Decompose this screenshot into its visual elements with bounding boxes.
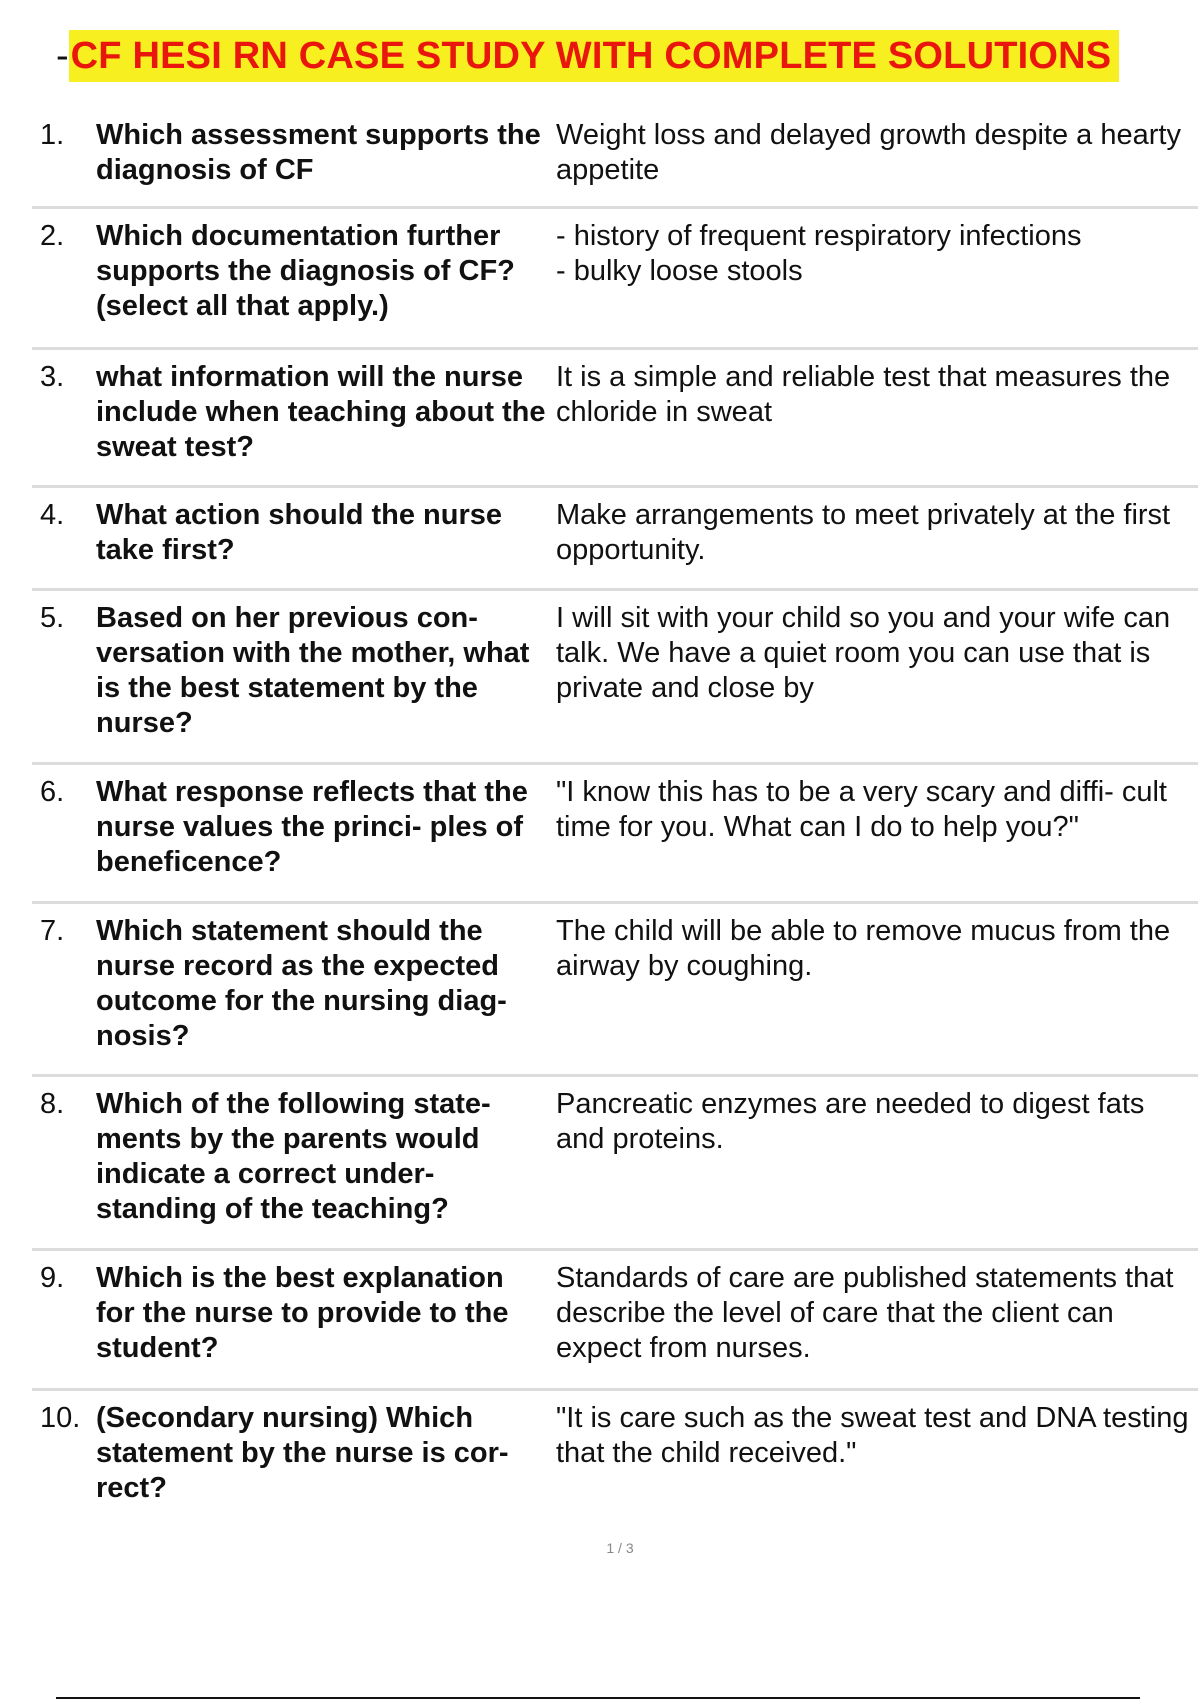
qa-row-6 xyxy=(32,765,1198,904)
question-answer-list xyxy=(32,118,1198,1516)
qa-number: 6. xyxy=(40,776,65,808)
qa-row-9 xyxy=(32,1251,1198,1391)
qa-row-8 xyxy=(32,1077,1198,1251)
qa-question: Based on her previous con- versation with the mother, what is the best statement by the nurse? xyxy=(96,602,530,739)
qa-question: (Secondary nursing) Which statement by the nurse is cor- rect? xyxy=(96,1402,509,1504)
qa-number: 7. xyxy=(40,915,65,947)
page-number: 1 / 3 xyxy=(606,1540,634,1556)
qa-row-10 xyxy=(32,1391,1198,1516)
qa-answer: Weight loss and delayed growth despite a hearty appetite xyxy=(556,119,1181,186)
qa-row-4 xyxy=(32,488,1198,591)
title-dash: - xyxy=(56,35,69,77)
qa-row-1 xyxy=(32,118,1198,209)
qa-row-2 xyxy=(32,209,1198,350)
qa-question: What response reflects that the nurse values the princi- ples of beneficence? xyxy=(96,776,528,878)
qa-row-3 xyxy=(32,350,1198,488)
qa-number: 8. xyxy=(40,1088,65,1120)
title-text-highlighted: CF HESI RN CASE STUDY WITH COMPLETE SOLUTIONS xyxy=(69,30,1120,82)
qa-number: 10. xyxy=(40,1402,81,1434)
qa-answer: Make arrangements to meet privately at the first opportunity. xyxy=(556,499,1171,566)
qa-row-7 xyxy=(32,904,1198,1077)
qa-number: 4. xyxy=(40,499,65,531)
qa-row-5 xyxy=(32,591,1198,765)
qa-question: What action should the nurse take first? xyxy=(96,499,503,566)
qa-answer: Pancreatic enzymes are needed to digest fats and proteins. xyxy=(556,1088,1145,1155)
footer-rule xyxy=(56,1697,1140,1699)
qa-question: Which statement should the nurse record as the expected outcome for the nursing diag- nosis? xyxy=(96,915,507,1052)
qa-number: 2. xyxy=(40,220,65,252)
qa-answer: I will sit with your child so you and your wife can talk. We have a quiet room you can use that is private and close by xyxy=(556,602,1171,704)
qa-number: 3. xyxy=(40,361,65,393)
qa-answer: "I know this has to be a very scary and diffi- cult time for you. What can I do to help you?" xyxy=(556,776,1167,843)
document-title xyxy=(56,30,1119,82)
qa-question: Which of the following state- ments by the parents would indicate a correct under- standing of the teaching? xyxy=(96,1088,491,1225)
qa-answer: The child will be able to remove mucus from the airway by coughing. xyxy=(556,915,1171,982)
qa-question: what information will the nurse include when teaching about the sweat test? xyxy=(96,361,546,463)
qa-number: 9. xyxy=(40,1262,65,1294)
qa-answer: It is a simple and reliable test that measures the chloride in sweat xyxy=(556,361,1171,428)
qa-answer: - history of frequent respiratory infections - bulky loose stools xyxy=(556,220,1082,287)
qa-question: Which documentation further supports the diagnosis of CF? (select all that apply.) xyxy=(96,220,515,322)
qa-question: Which is the best explanation for the nurse to provide to the student? xyxy=(96,1262,509,1364)
qa-number: 1. xyxy=(40,119,65,151)
qa-answer: Standards of care are published statements that describe the level of care that the client can expect from nurses. xyxy=(556,1262,1174,1364)
qa-answer: "It is care such as the sweat test and DNA testing that the child received." xyxy=(556,1402,1189,1469)
qa-number: 5. xyxy=(40,602,65,634)
qa-question: Which assessment supports the diagnosis of CF xyxy=(96,119,541,186)
